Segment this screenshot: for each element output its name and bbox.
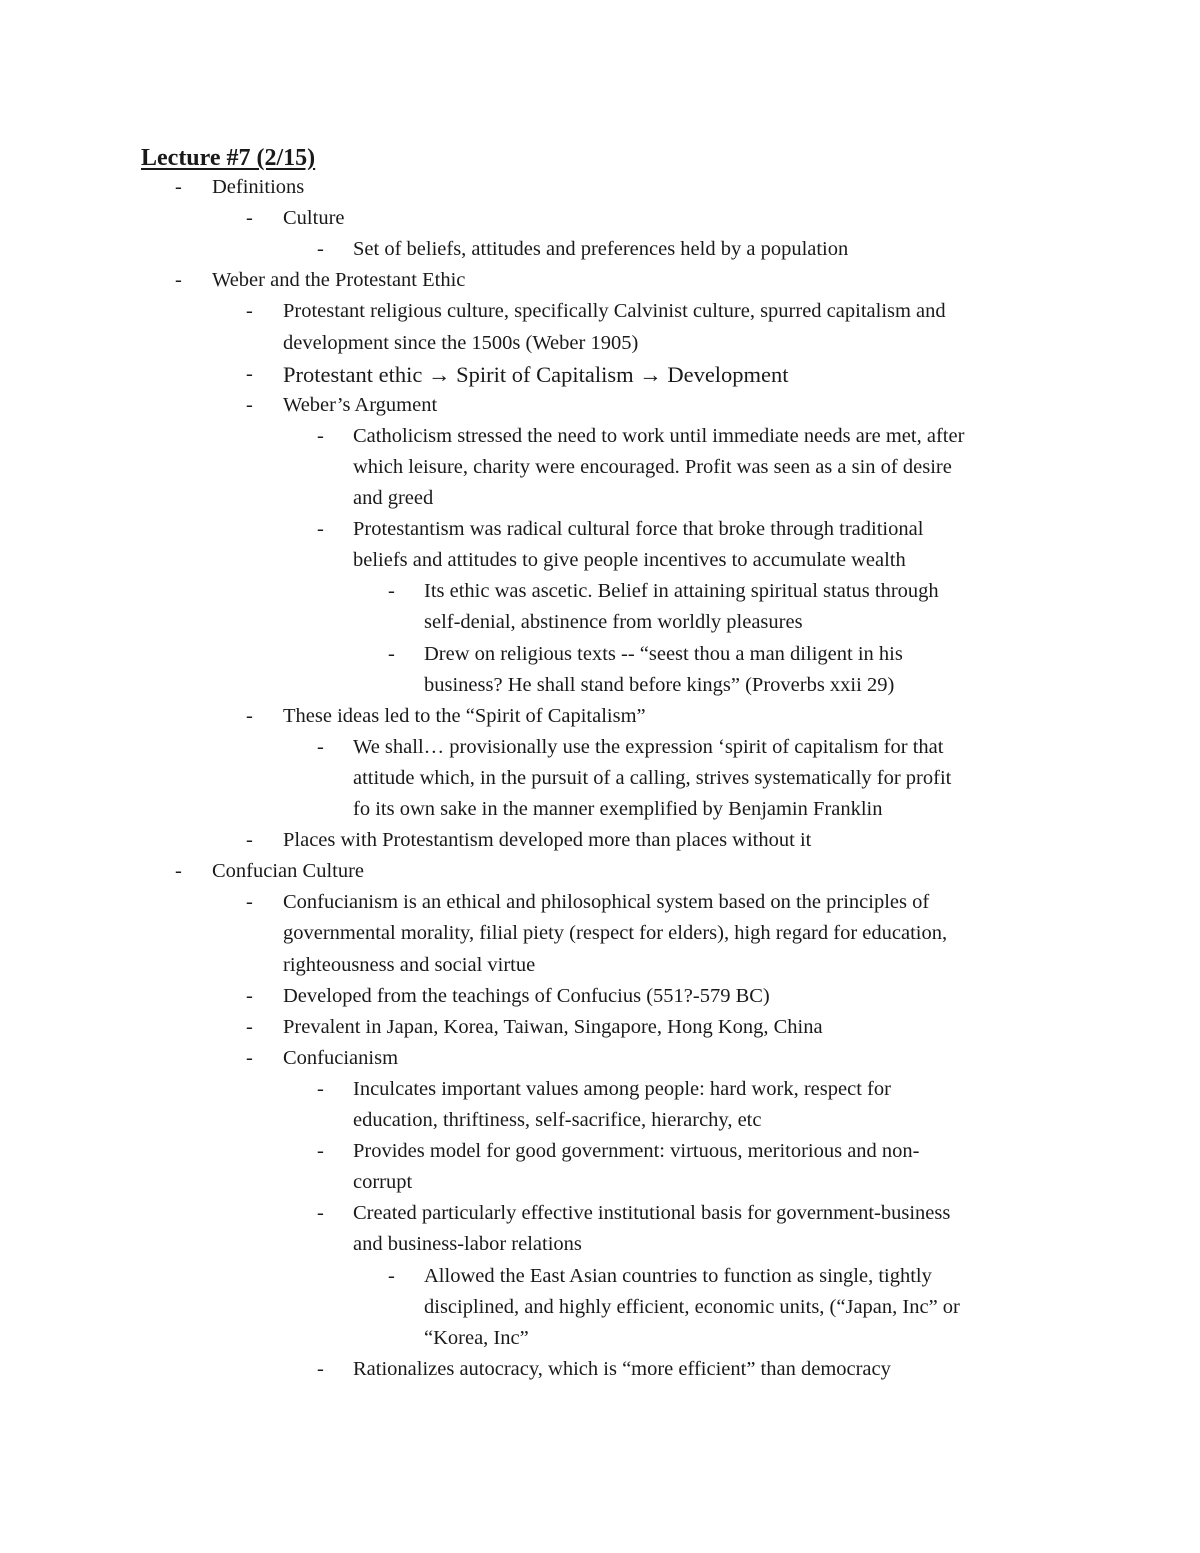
bullet-dash: - (246, 704, 253, 727)
outline-line-level-3: and greed (353, 487, 434, 509)
outline-line-level-1: Weber and the Protestant Ethic (212, 269, 466, 292)
outline-line-level-2: Confucianism is an ethical and philosophical system based on the principles of (283, 891, 930, 914)
page-title: Lecture #7 (2/15) (141, 145, 316, 171)
outline-line-level-3: education, thriftiness, self-sacrifice, hierarchy, etc (353, 1109, 762, 1131)
outline-line-level-2: Protestant ethic → Spirit of Capitalism → Development (283, 361, 789, 387)
bullet-dash: - (317, 424, 324, 447)
bullet-dash: - (317, 1357, 324, 1380)
outline-line-level-2: righteousness and social virtue (283, 953, 536, 976)
outline-line-level-3: and business-labor relations (353, 1233, 582, 1256)
outline-line-level-4: business? He shall stand before kings” (Proverbs xxii 29) (424, 673, 895, 696)
outline-line-level-4: Its ethic was ascetic. Belief in attaining spiritual status through (424, 580, 939, 603)
outline-line-level-3: Created particularly effective institutional basis for government-business (353, 1202, 951, 1225)
bullet-dash: - (246, 362, 253, 385)
outline-line-level-3: Rationalizes autocracy, which is “more efficient” than democracy (353, 1357, 891, 1380)
outline-line-level-3: which leisure, charity were encouraged. Profit was seen as a sin of desire (353, 455, 952, 478)
bullet-dash: - (175, 269, 182, 292)
bullet-dash: - (246, 984, 253, 1007)
outline-line-level-2: These ideas led to the “Spirit of Capitalism” (283, 704, 646, 727)
outline-line-level-2: development since the 1500s (Weber 1905) (283, 331, 639, 354)
bullet-dash: - (388, 642, 395, 665)
outline-line-level-3: Inculcates important values among people: hard work, respect for (353, 1077, 891, 1100)
outline-line-level-2: Confucianism (283, 1046, 399, 1069)
outline-line-level-3: We shall… provisionally use the expression ‘spirit of capitalism for that (353, 735, 944, 758)
outline-line-level-3: Provides model for good government: virtuous, meritorious and non- (353, 1140, 920, 1163)
bullet-dash: - (246, 300, 253, 323)
bullet-dash: - (246, 829, 253, 852)
bullet-dash: - (317, 1202, 324, 1225)
outline-line-level-2: Weber’s Argument (283, 393, 438, 416)
outline-line-level-3: attitude which, in the pursuit of a calling, strives systematically for profit (353, 766, 952, 789)
outline-line-level-2: Prevalent in Japan, Korea, Taiwan, Singapore, Hong Kong, China (283, 1015, 823, 1038)
outline-line-level-4: self-denial, abstinence from worldly pleasures (424, 611, 803, 634)
bullet-dash: - (246, 393, 253, 416)
bullet-dash: - (246, 891, 253, 914)
outline-line-level-1: Confucian Culture (212, 860, 365, 883)
outline-line-level-2: Culture (283, 207, 345, 230)
outline-line-level-3: Protestantism was radical cultural force that broke through traditional (353, 518, 924, 541)
outline-line-level-4: Drew on religious texts -- “seest thou a man diligent in his (424, 642, 903, 665)
outline-line-level-3: Set of beliefs, attitudes and preferences held by a population (353, 238, 849, 261)
outline-line-level-3: corrupt (353, 1171, 413, 1194)
outline-line-level-3: Catholicism stressed the need to work until immediate needs are met, after (353, 424, 965, 447)
outline-line-level-4: Allowed the East Asian countries to function as single, tightly (424, 1264, 932, 1287)
bullet-dash: - (175, 176, 182, 198)
bullet-dash: - (388, 1264, 395, 1287)
outline-line-level-2: Places with Protestantism developed more than places without it (283, 829, 812, 852)
bullet-dash: - (246, 1046, 253, 1069)
outline-line-level-4: disciplined, and highly efficient, economic units, (“Japan, Inc” or (424, 1295, 960, 1318)
bullet-dash: - (175, 860, 182, 883)
outline-line-level-3: fo its own sake in the manner exemplified by Benjamin Franklin (353, 798, 883, 820)
bullet-dash: - (317, 518, 324, 541)
bullet-dash: - (388, 580, 395, 603)
bullet-dash: - (317, 1077, 324, 1100)
outline-line-level-2: Developed from the teachings of Confucius (551?-579 BC) (283, 984, 770, 1007)
outline-line-level-2: governmental morality, filial piety (respect for elders), high regard for education, (283, 922, 948, 945)
outline-line-level-2: Protestant religious culture, specifically Calvinist culture, spurred capitalism and (283, 300, 946, 323)
bullet-dash: - (317, 238, 324, 261)
bullet-dash: - (246, 1015, 253, 1038)
outline-line-level-4: “Korea, Inc” (424, 1326, 529, 1349)
bullet-dash: - (317, 1140, 324, 1163)
outline-line-level-3: beliefs and attitudes to give people incentives to accumulate wealth (353, 549, 906, 572)
bullet-dash: - (246, 207, 253, 230)
bullet-dash: - (317, 735, 324, 758)
outline-line-level-1: Definitions (212, 176, 305, 198)
